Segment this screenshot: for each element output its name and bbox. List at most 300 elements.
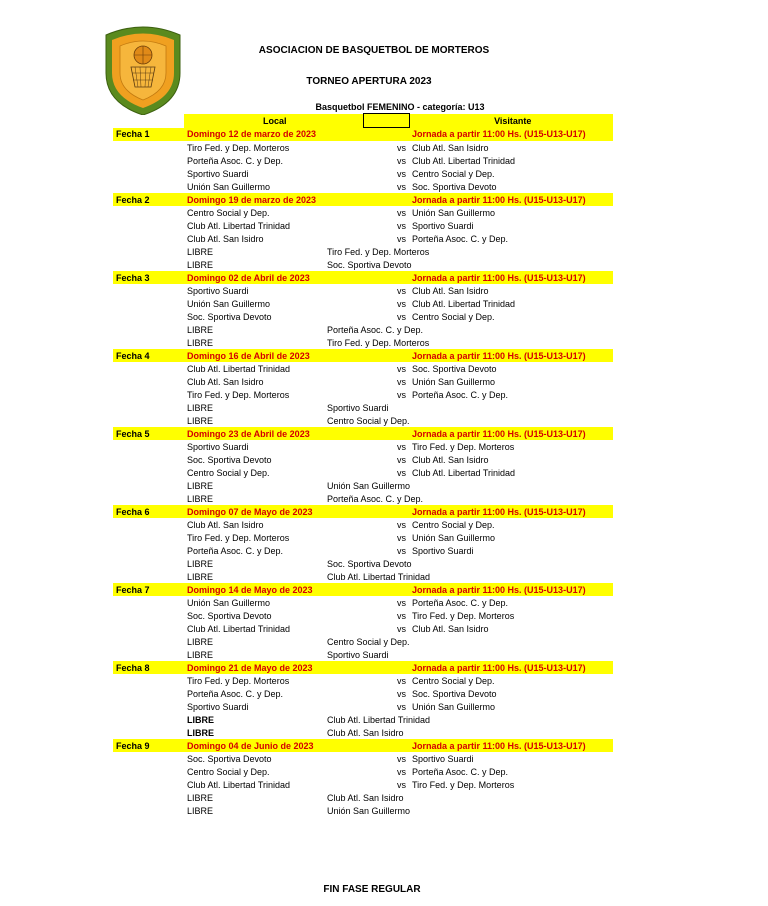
blank-cell [363,388,391,401]
libre-row [113,492,613,505]
libre-row [113,726,613,739]
match-row [113,596,613,609]
libre-team: Unión San Guillermo [327,480,411,491]
visitor-team: Soc. Sportiva Devoto [412,363,497,374]
libre-label: LIBRE [187,805,214,816]
vs-label: vs [397,467,406,478]
blank-cell [326,180,363,193]
match-row [113,310,613,323]
vs-label: vs [397,181,406,192]
visitor-team: Porteña Asoc. C. y Dep. [412,389,509,400]
libre-label: LIBRE [187,571,214,582]
local-team: Club Atl. Libertad Trinidad [187,779,291,790]
local-team: Soc. Sportiva Devoto [187,454,272,465]
local-team: Unión San Guillermo [187,298,271,309]
fecha-label: Fecha 5 [113,427,184,440]
match-row [113,362,613,375]
local-header: Local [184,114,363,128]
fecha-spacer [363,583,391,596]
jornada-note: Jornada a partir 11:00 Hs. (U15-U13-U17) [409,128,613,142]
blank-cell [363,362,391,375]
fecha-spacer [391,505,409,518]
fecha-spacer [391,661,409,674]
blank-cell [113,648,184,661]
libre-row [113,401,613,414]
blank-cell [326,622,363,635]
local-team: Porteña Asoc. C. y Dep. [187,688,284,699]
libre-label: LIBRE [187,480,214,491]
libre-label: LIBRE [187,558,214,569]
blank-cell [113,557,184,570]
blank-cell [363,310,391,323]
blank-cell [326,752,363,765]
blank-cell [113,310,184,323]
blank-cell [113,791,184,804]
blank-cell [113,674,184,687]
local-team: Tiro Fed. y Dep. Morteros [187,389,290,400]
visitor-team: Sportivo Suardi [412,545,474,556]
libre-label: LIBRE [187,792,214,803]
fecha-spacer [391,271,409,284]
fecha-date: Domingo 21 de Mayo de 2023 [184,661,363,674]
blank-cell [326,167,363,180]
libre-team: Sportivo Suardi [327,402,389,413]
fecha-row [113,661,613,674]
blank-cell [113,765,184,778]
vs-label: vs [397,454,406,465]
blank-cell [363,596,391,609]
libre-team: Club Atl. San Isidro [327,727,404,738]
vs-label: vs [397,233,406,244]
blank-cell [363,609,391,622]
match-row [113,284,613,297]
jornada-note: Jornada a partir 11:00 Hs. (U15-U13-U17) [409,193,613,206]
match-row [113,752,613,765]
blank-cell [326,596,363,609]
blank-cell [363,453,391,466]
vs-label: vs [397,753,406,764]
libre-team: Porteña Asoc. C. y Dep. [327,493,424,504]
blank-cell [326,232,363,245]
blank-cell [113,375,184,388]
local-team: Unión San Guillermo [187,597,271,608]
blank-cell [113,492,184,505]
blank-cell [113,531,184,544]
fecha-spacer [391,193,409,206]
blank-cell [363,167,391,180]
visitor-team: Club Atl. Libertad Trinidad [412,298,516,309]
fecha-label: Fecha 7 [113,583,184,596]
blank-cell [326,609,363,622]
match-row [113,141,613,154]
vs-label: vs [397,623,406,634]
vs-label: vs [397,779,406,790]
blank-cell [113,609,184,622]
blank-cell [363,622,391,635]
blank-cell [113,141,184,154]
libre-row [113,479,613,492]
visitor-team: Club Atl. San Isidro [412,454,489,465]
local-team: Sportivo Suardi [187,285,249,296]
vs-label: vs [397,220,406,231]
match-row [113,609,613,622]
match-row [113,154,613,167]
fecha-date: Domingo 14 de Mayo de 2023 [184,583,363,596]
visitor-team: Club Atl. Libertad Trinidad [412,155,516,166]
blank-cell [326,154,363,167]
vs-label: vs [397,389,406,400]
blank-cell [113,713,184,726]
local-team: Unión San Guillermo [187,181,271,192]
visitor-team: Porteña Asoc. C. y Dep. [412,233,509,244]
vs-label: vs [397,441,406,452]
libre-row [113,258,613,271]
blank-cell [326,440,363,453]
libre-team: Tiro Fed. y Dep. Morteros [327,337,430,348]
blank-cell [363,440,391,453]
blank-cell [113,401,184,414]
match-row [113,518,613,531]
libre-row [113,570,613,583]
blank-cell [326,141,363,154]
libre-label: LIBRE [187,727,214,738]
column-header-row [113,114,613,128]
blank-cell [113,453,184,466]
fecha-row [113,128,613,142]
blank-cell [113,232,184,245]
fecha-spacer [363,661,391,674]
fecha-spacer [363,505,391,518]
blank-cell [113,258,184,271]
visitor-team: Club Atl. Libertad Trinidad [412,467,516,478]
match-row [113,440,613,453]
vs-label: vs [397,532,406,543]
libre-team: Centro Social y Dep. [327,415,410,426]
visitor-team: Porteña Asoc. C. y Dep. [412,597,509,608]
blank-cell [326,700,363,713]
visitor-team: Unión San Guillermo [412,701,496,712]
local-team: Sportivo Suardi [187,701,249,712]
blank-cell [363,284,391,297]
blank-cell [326,362,363,375]
local-team: Centro Social y Dep. [187,207,270,218]
vs-label: vs [397,545,406,556]
match-row [113,167,613,180]
match-row [113,778,613,791]
jornada-note: Jornada a partir 11:00 Hs. (U15-U13-U17) [409,505,613,518]
blank-cell [113,622,184,635]
libre-row [113,336,613,349]
fecha-date: Domingo 07 de Mayo de 2023 [184,505,363,518]
jornada-note: Jornada a partir 11:00 Hs. (U15-U13-U17) [409,349,613,362]
vs-label: vs [397,675,406,686]
blank-cell [326,466,363,479]
blank-cell [113,440,184,453]
vs-label: vs [397,597,406,608]
blank-cell [113,206,184,219]
libre-row [113,648,613,661]
match-row [113,531,613,544]
blank-cell [363,466,391,479]
libre-label: LIBRE [187,337,214,348]
blank-cell [326,297,363,310]
match-row [113,674,613,687]
libre-team: Soc. Sportiva Devoto [327,259,412,270]
blank-cell [326,206,363,219]
local-team: Soc. Sportiva Devoto [187,610,272,621]
vs-label: vs [397,285,406,296]
libre-row [113,245,613,258]
match-row [113,700,613,713]
blank-cell [326,674,363,687]
fecha-date: Domingo 19 de marzo de 2023 [184,193,363,206]
match-row [113,453,613,466]
visitor-team: Unión San Guillermo [412,532,496,543]
category-label: Basquetbol FEMENINO - categoría: U13 [315,101,485,112]
footer-note: FIN FASE REGULAR [323,884,421,895]
visitante-header: Visitante [409,114,613,128]
blank-cell [363,531,391,544]
blank-cell [113,114,184,128]
libre-label: LIBRE [187,636,214,647]
visitor-team: Sportivo Suardi [412,220,474,231]
libre-label: LIBRE [187,415,214,426]
blank-cell [113,518,184,531]
blank-cell [113,323,184,336]
match-row [113,765,613,778]
visitor-team: Soc. Sportiva Devoto [412,181,497,192]
blank-cell [326,388,363,401]
fecha-spacer [391,128,409,142]
libre-row [113,713,613,726]
blank-cell [113,219,184,232]
local-team: Club Atl. San Isidro [187,519,264,530]
visitor-team: Tiro Fed. y Dep. Morteros [412,779,515,790]
local-team: Club Atl. Libertad Trinidad [187,220,291,231]
vs-label: vs [397,376,406,387]
blank-cell [326,219,363,232]
visitor-team: Centro Social y Dep. [412,311,495,322]
fecha-label: Fecha 6 [113,505,184,518]
libre-team: Club Atl. San Isidro [327,792,404,803]
blank-cell [363,375,391,388]
blank-cell [326,531,363,544]
fecha-row [113,349,613,362]
fecha-row [113,271,613,284]
fecha-date: Domingo 02 de Abril de 2023 [184,271,363,284]
vs-label: vs [397,688,406,699]
blank-cell [113,752,184,765]
local-team: Porteña Asoc. C. y Dep. [187,155,284,166]
blank-cell [363,518,391,531]
libre-team: Porteña Asoc. C. y Dep. [327,324,424,335]
blank-cell [113,596,184,609]
match-row [113,375,613,388]
fecha-label: Fecha 2 [113,193,184,206]
vs-label: vs [397,168,406,179]
blank-cell [363,141,391,154]
visitor-team: Club Atl. San Isidro [412,285,489,296]
fecha-spacer [363,427,391,440]
blank-cell [326,284,363,297]
libre-team: Unión San Guillermo [327,805,411,816]
vs-label: vs [397,207,406,218]
vs-label: vs [397,311,406,322]
vs-label: vs [397,142,406,153]
blank-cell [326,453,363,466]
local-team: Centro Social y Dep. [187,766,270,777]
blank-cell [363,154,391,167]
blank-cell [363,297,391,310]
fecha-date: Domingo 12 de marzo de 2023 [184,128,363,142]
local-team: Centro Social y Dep. [187,467,270,478]
libre-row [113,323,613,336]
blank-cell [363,752,391,765]
fecha-label: Fecha 3 [113,271,184,284]
blank-cell [113,687,184,700]
blank-cell [113,570,184,583]
visitor-team: Centro Social y Dep. [412,519,495,530]
blank-cell [113,154,184,167]
visitor-team: Unión San Guillermo [412,376,496,387]
fecha-row [113,739,613,752]
blank-cell [326,310,363,323]
blank-cell [363,180,391,193]
local-team: Porteña Asoc. C. y Dep. [187,545,284,556]
libre-row [113,414,613,427]
blank-cell [113,544,184,557]
match-row [113,622,613,635]
vs-label: vs [397,701,406,712]
vs-label: vs [397,363,406,374]
blank-cell [113,804,184,817]
visitor-team: Tiro Fed. y Dep. Morteros [412,610,515,621]
local-team: Club Atl. San Isidro [187,376,264,387]
fecha-spacer [391,583,409,596]
vs-label: vs [397,298,406,309]
local-team: Sportivo Suardi [187,168,249,179]
blank-cell [363,700,391,713]
blank-cell [113,180,184,193]
blank-cell [326,375,363,388]
fecha-label: Fecha 8 [113,661,184,674]
blank-cell [363,687,391,700]
visitor-team: Club Atl. San Isidro [412,623,489,634]
libre-label: LIBRE [187,649,214,660]
match-row [113,297,613,310]
visitor-team: Sportivo Suardi [412,753,474,764]
fecha-spacer [363,739,391,752]
fecha-spacer [363,349,391,362]
blank-cell [113,284,184,297]
fecha-date: Domingo 04 de Junio de 2023 [184,739,363,752]
blank-cell [113,388,184,401]
category-row [113,100,613,114]
fecha-row [113,427,613,440]
blank-cell [363,778,391,791]
visitor-team: Soc. Sportiva Devoto [412,688,497,699]
libre-team: Soc. Sportiva Devoto [327,558,412,569]
jornada-note: Jornada a partir 11:00 Hs. (U15-U13-U17) [409,271,613,284]
libre-label: LIBRE [187,493,214,504]
blank-cell [363,544,391,557]
libre-row [113,791,613,804]
jornada-note: Jornada a partir 11:00 Hs. (U15-U13-U17) [409,583,613,596]
fecha-spacer [391,349,409,362]
fixture-table [113,100,613,817]
document-title: ASOCIACION DE BASQUETBOL DE MORTEROS [258,45,490,56]
blank-cell [326,687,363,700]
fecha-row [113,193,613,206]
blank-cell [113,466,184,479]
libre-label: LIBRE [187,714,214,725]
visitor-team: Porteña Asoc. C. y Dep. [412,766,509,777]
blank-cell [113,336,184,349]
libre-team: Club Atl. Libertad Trinidad [327,571,431,582]
blank-cell [113,635,184,648]
fecha-date: Domingo 23 de Abril de 2023 [184,427,363,440]
vs-label: vs [397,610,406,621]
fecha-label: Fecha 1 [113,128,184,142]
document-subtitle: TORNEO APERTURA 2023 [306,76,432,87]
fecha-spacer [391,427,409,440]
blank-cell [363,674,391,687]
libre-row [113,557,613,570]
libre-label: LIBRE [187,246,214,257]
match-row [113,180,613,193]
local-team: Soc. Sportiva Devoto [187,753,272,764]
blank-cell [326,518,363,531]
libre-label: LIBRE [187,259,214,270]
blank-cell [113,778,184,791]
local-team: Club Atl. Libertad Trinidad [187,623,291,634]
blank-cell [113,167,184,180]
vs-label: vs [397,766,406,777]
libre-team: Club Atl. Libertad Trinidad [327,714,431,725]
local-team: Tiro Fed. y Dep. Morteros [187,532,290,543]
spacer-header [363,114,409,128]
local-team: Tiro Fed. y Dep. Morteros [187,675,290,686]
fecha-date: Domingo 16 de Abril de 2023 [184,349,363,362]
libre-team: Tiro Fed. y Dep. Morteros [327,246,430,257]
blank-cell [326,544,363,557]
fecha-label: Fecha 4 [113,349,184,362]
blank-cell [113,362,184,375]
blank-cell [326,778,363,791]
match-row [113,544,613,557]
jornada-note: Jornada a partir 11:00 Hs. (U15-U13-U17) [409,739,613,752]
blank-cell [363,206,391,219]
local-team: Club Atl. Libertad Trinidad [187,363,291,374]
blank-cell [363,219,391,232]
libre-label: LIBRE [187,402,214,413]
match-row [113,232,613,245]
vs-label: vs [397,155,406,166]
blank-cell [113,726,184,739]
match-row [113,687,613,700]
blank-cell [113,700,184,713]
local-team: Soc. Sportiva Devoto [187,311,272,322]
blank-cell [113,414,184,427]
match-row [113,388,613,401]
visitor-team: Centro Social y Dep. [412,168,495,179]
fecha-label: Fecha 9 [113,739,184,752]
fecha-row [113,583,613,596]
fecha-row [113,505,613,518]
vs-label: vs [397,519,406,530]
libre-team: Sportivo Suardi [327,649,389,660]
match-row [113,219,613,232]
